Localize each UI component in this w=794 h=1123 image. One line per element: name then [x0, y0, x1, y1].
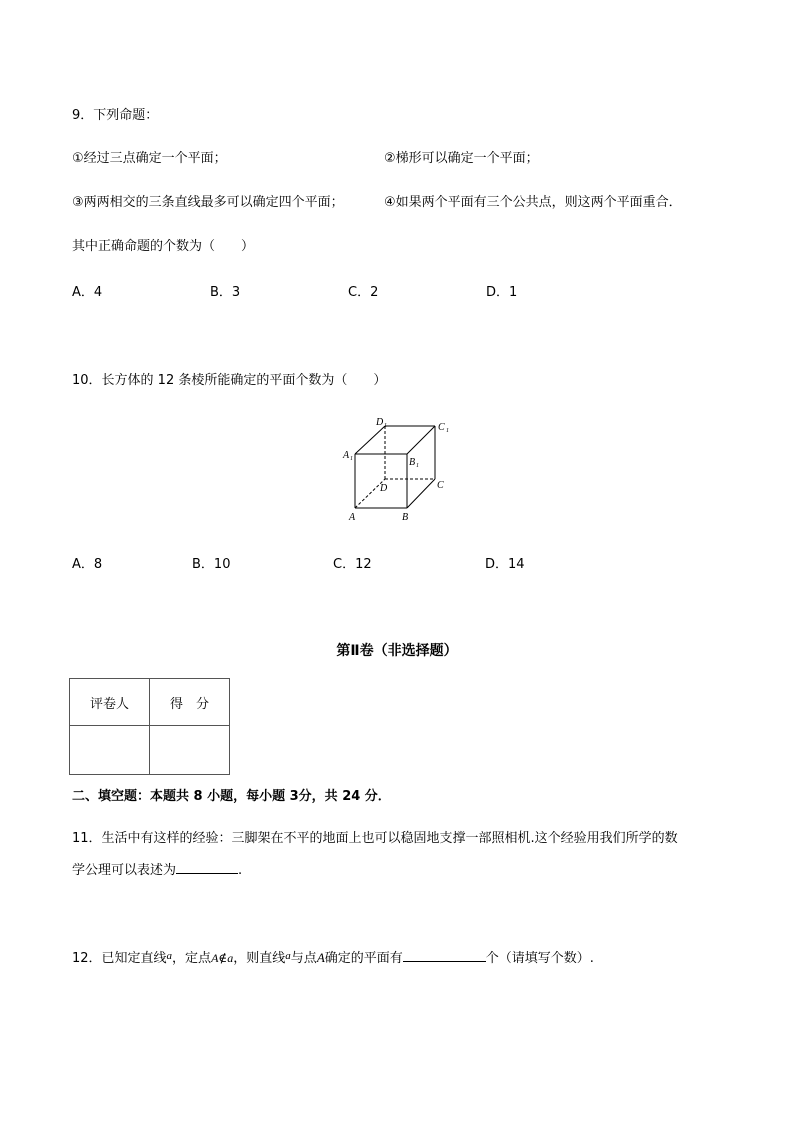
cuboid-figure [340, 412, 460, 527]
label-b1-sub: 1 [416, 463, 419, 469]
q9-proposition-1: ①经过三点确定一个平面； [72, 151, 227, 166]
label-d1: D [376, 417, 384, 428]
grader-score-cell [150, 726, 230, 775]
q12-var-A: A [316, 950, 325, 965]
q12-part6: 个（请填写个数）. [485, 951, 594, 966]
q12-part3: ，则直线 [233, 951, 286, 966]
q11-line2-text: 学公理可以表述为 [72, 863, 177, 878]
q10-option-c: C．12 [333, 557, 372, 572]
q10-option-a: A．8 [72, 557, 103, 572]
q9-proposition-4: ④如果两个平面有三个公共点，则这两个平面重合． [384, 195, 682, 210]
label-a1: A [343, 450, 350, 461]
edge-a1d1 [355, 426, 385, 454]
q9-option-d: D．1 [486, 285, 518, 300]
q11-line1: 11．生活中有这样的经验：三脚架在不平的地面上也可以稳固地支撑一部照相机.这个经验用我们所学的数 [72, 831, 678, 846]
q11-end: . [238, 863, 243, 878]
q12-line [72, 947, 594, 966]
label-b: B [402, 512, 409, 523]
q9-option-b: B．3 [210, 285, 241, 300]
q11-answer-blank [176, 862, 238, 874]
label-d: D [380, 483, 388, 494]
grader-reviewer-cell [70, 726, 150, 775]
q10-option-b: B．10 [192, 557, 231, 572]
q12-var-a: a [166, 950, 173, 962]
fill-in-heading: 二、填空题：本题共 8 小题，每小题 3分，共 24 分． [72, 789, 391, 804]
q9-proposition-2: ②梯形可以确定一个平面； [384, 151, 539, 166]
label-a1-sub: 1 [350, 456, 353, 462]
q12-part4: 与点 [290, 951, 317, 966]
edge-bc [407, 479, 435, 508]
q9-option-a: A．4 [72, 285, 103, 300]
q12-var-a2: a [285, 950, 291, 962]
label-c1-sub: 1 [446, 428, 449, 434]
label-b1: B [409, 457, 416, 468]
q9-proposition-3: ③两两相交的三条直线最多可以确定四个平面； [72, 195, 344, 210]
q10-option-d: D．14 [485, 557, 525, 572]
label-a: A [349, 512, 356, 523]
grader-col-score: 得 分 [150, 679, 230, 726]
q12-part1: 12．已知定直线 [72, 951, 167, 966]
label-c: C [437, 480, 444, 491]
label-d1-sub: 1 [384, 423, 387, 429]
q10-stem: 10．长方体的 12 条棱所能确定的平面个数为（ ） [72, 373, 387, 388]
grader-col-reviewer: 评卷人 [70, 679, 150, 726]
edge-b1c1 [407, 426, 435, 454]
q12-part5: 确定的平面有 [324, 951, 403, 966]
label-c1: C [438, 422, 445, 433]
q12-answer-blank [403, 950, 486, 962]
q11-line2 [72, 859, 242, 878]
q9-question: 其中正确命题的个数为（ ） [72, 239, 255, 254]
q9-stem: 9．下列命题： [72, 108, 159, 123]
q9-option-c: C．2 [348, 285, 379, 300]
grader-table [69, 678, 230, 775]
q12-part2: ，定点 [172, 951, 212, 966]
section-title: 第Ⅱ卷（非选择题） [336, 643, 458, 659]
q12-condition: A∉a [211, 951, 234, 965]
